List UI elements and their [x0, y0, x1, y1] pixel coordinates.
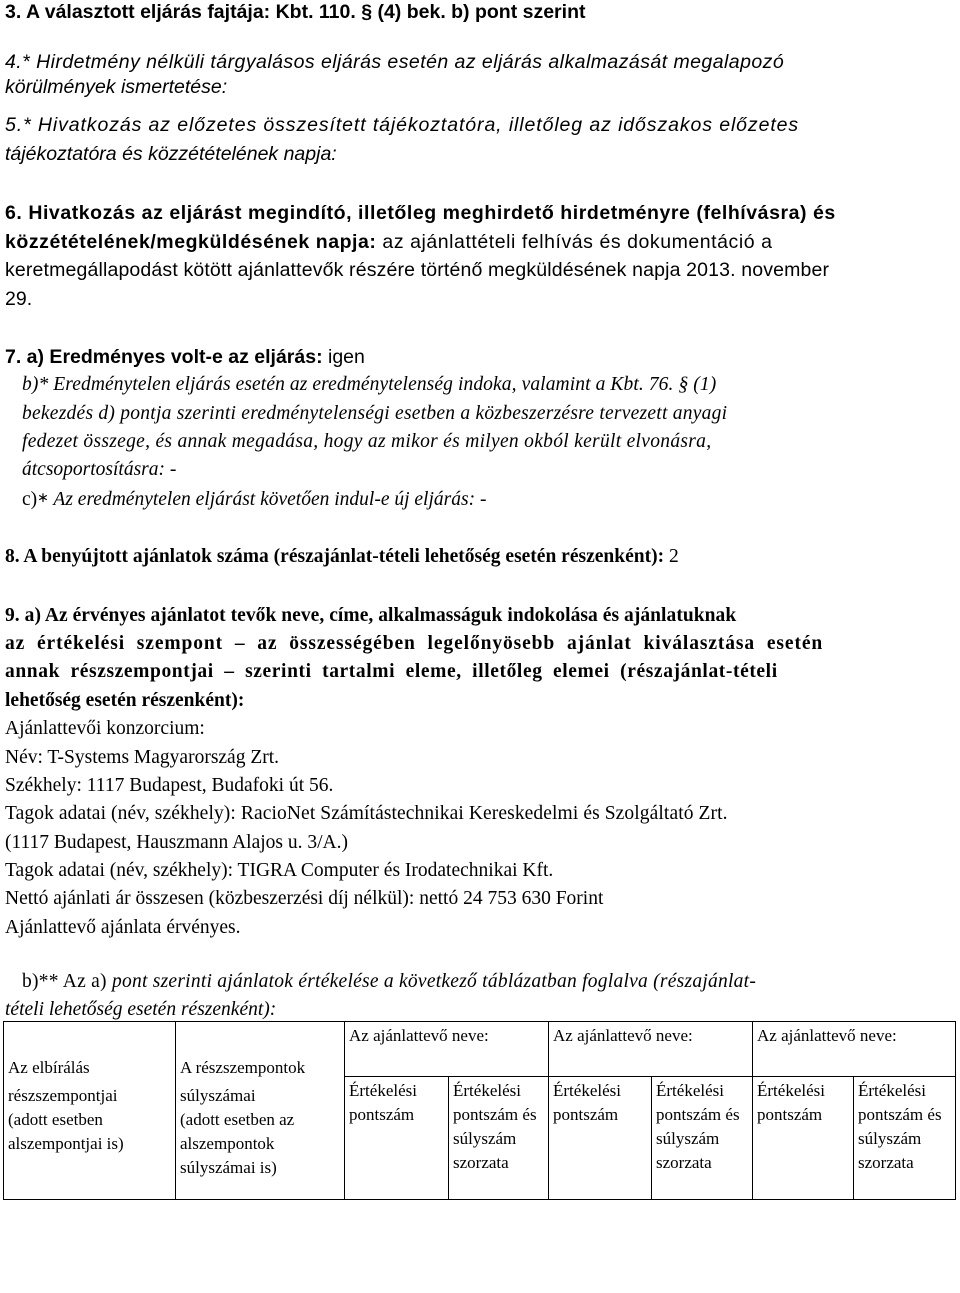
evaluation-table [3, 1021, 956, 1200]
member-1-line-1: Tagok adatai (név, székhely): RacioNet Számítástechnikai Kereskedelmi és Szolgáltató Zrt. [5, 803, 728, 824]
section-8-label: 8. A benyújtott ajánlatok száma (részajánlat-tételi lehetőség esetén részenként): [5, 546, 665, 567]
section-6-line-4: 29. [5, 288, 33, 310]
section-7b-line-1: b)* Eredménytelen eljárás esetén az eredménytelenség indoka, valamint a Kbt. 76. § (1) [22, 374, 717, 395]
bidder-name-header-3: Az ajánlattevő neve: [753, 1022, 956, 1077]
criteria-header-line: Az elbírálás [8, 1058, 90, 1077]
weighted-score-header-cell: Értékelési pontszám és súlyszám szorzata [652, 1077, 753, 1200]
table-header-row-1 [4, 1022, 956, 1077]
section-6-date-text: az ajánlattételi felhívás és dokumentáció a [376, 231, 773, 253]
section-3-heading: 3. A választott eljárás fajtája: Kbt. 110. § (4) bek. b) pont szerint [5, 1, 586, 23]
section-5-line-1: 5.* Hivatkozás az előzetes összesített tájékoztatóra, illetőleg az időszakos előzetes [5, 114, 800, 136]
weights-header-line: A részszempontok [180, 1058, 306, 1077]
section-9-line-1: 9. a) Az érvényes ajánlatot tevők neve, címe, alkalmasságuk indokolása és ajánlatuknak [5, 605, 737, 626]
section-4-text: 4.* Hirdetmény nélküli tárgyalásos eljárás esetén az eljárás alkalmazását megalapozó [5, 51, 785, 73]
weights-header-line: alszempontok [180, 1134, 275, 1153]
bidder-name-header-2: Az ajánlattevő neve: [549, 1022, 753, 1077]
criteria-header-line: részszempontjai [8, 1086, 118, 1105]
section-7b-line-3: fedezet összege, és annak megadása, hogy az mikor és milyen okból került elvonásra, [22, 431, 712, 452]
validity-note: Ajánlattevő ajánlata érvényes. [5, 917, 241, 938]
section-5-line-2: tájékoztatóra és közzétételének napja: [5, 143, 337, 165]
weights-header-cell [176, 1022, 345, 1200]
criteria-header-line: alszempontjai is) [8, 1134, 124, 1153]
score-header-cell: Értékelési pontszám [753, 1077, 854, 1200]
section-9b-line-2: tételi lehetőség esetén részenként): [5, 999, 277, 1020]
section-9b-line-1 [22, 970, 756, 994]
section-7a-value: igen [322, 346, 365, 368]
section-6-date-label: közzétételének/megküldésének napja: [5, 231, 377, 253]
consortium-label: Ajánlattevői konzorcium: [5, 718, 205, 739]
section-6-heading: 6. Hivatkozás az eljárást megindító, illetőleg meghirdető hirdetményre (felhívásra) és [5, 202, 836, 224]
score-header-cell: Értékelési pontszám [345, 1077, 449, 1200]
section-9-line-4: lehetőség esetén részenként): [5, 690, 245, 711]
weighted-score-header-cell: Értékelési pontszám és súlyszám szorzata [449, 1077, 549, 1200]
section-9-line-2: az értékelési szempont – az összességében legelőnyösebb ajánlat kiválasztása esetén [5, 633, 824, 654]
section-9b-prefix: b)** Az a) [22, 971, 107, 992]
section-4-line-1 [5, 50, 940, 74]
section-6-line-2 [5, 230, 772, 254]
weights-header-line: súlyszámai [180, 1086, 256, 1105]
section-4-line-2: körülmények ismertetése: [5, 76, 228, 98]
score-header-cell: Értékelési pontszám [549, 1077, 652, 1200]
consortium-seat: Székhely: 1117 Budapest, Budafoki út 56. [5, 775, 334, 796]
asterisk-icon: ∗ [37, 491, 49, 506]
section-6-line-3: keretmegállapodást kötött ajánlattevők részére történő megküldésének napja 2013. november [5, 259, 830, 281]
weights-header-line: (adott esetben az [180, 1110, 295, 1129]
section-8-value: 2 [664, 546, 679, 567]
member-2: Tagok adatai (név, székhely): TIGRA Computer és Irodatechnikai Kft. [5, 860, 554, 881]
criteria-header-cell [4, 1022, 176, 1200]
section-8 [5, 545, 679, 569]
bidder-name-header-1: Az ajánlattevő neve: [345, 1022, 549, 1077]
weights-header-line: súlyszámai is) [180, 1158, 277, 1177]
criteria-header-line: (adott esetben [8, 1110, 103, 1129]
consortium-name: Név: T-Systems Magyarország Zrt. [5, 747, 280, 768]
section-7a [5, 345, 365, 369]
section-9-line-3: annak részszempontjai – szerinti tartalmi eleme, illetőleg elemei (részajánlat-tételi [5, 661, 778, 682]
net-price: Nettó ajánlati ár összesen (közbeszerzési díj nélkül): nettó 24 753 630 Forint [5, 888, 604, 909]
member-1-line-2: (1117 Budapest, Hauszmann Alajos u. 3/A.) [5, 832, 349, 853]
weighted-score-header-cell: Értékelési pontszám és súlyszám szorzata [854, 1077, 956, 1200]
section-9b-text: pont szerinti ajánlatok értékelése a következő táblázatban foglalva (részajánlat- [106, 971, 757, 992]
section-7c [22, 487, 486, 512]
section-7b-line-4: átcsoportosításra: - [22, 459, 177, 480]
section-7a-label: 7. a) Eredményes volt-e az eljárás: [5, 346, 323, 368]
section-7c-prefix: c) [22, 489, 38, 510]
section-7c-text: Az eredménytelen eljárást követően indul-e új eljárás: - [48, 489, 487, 510]
section-7b-line-2: bekezdés d) pontja szerinti eredménytelenségi esetben a közbeszerzésre tervezett anyagi [22, 403, 728, 424]
